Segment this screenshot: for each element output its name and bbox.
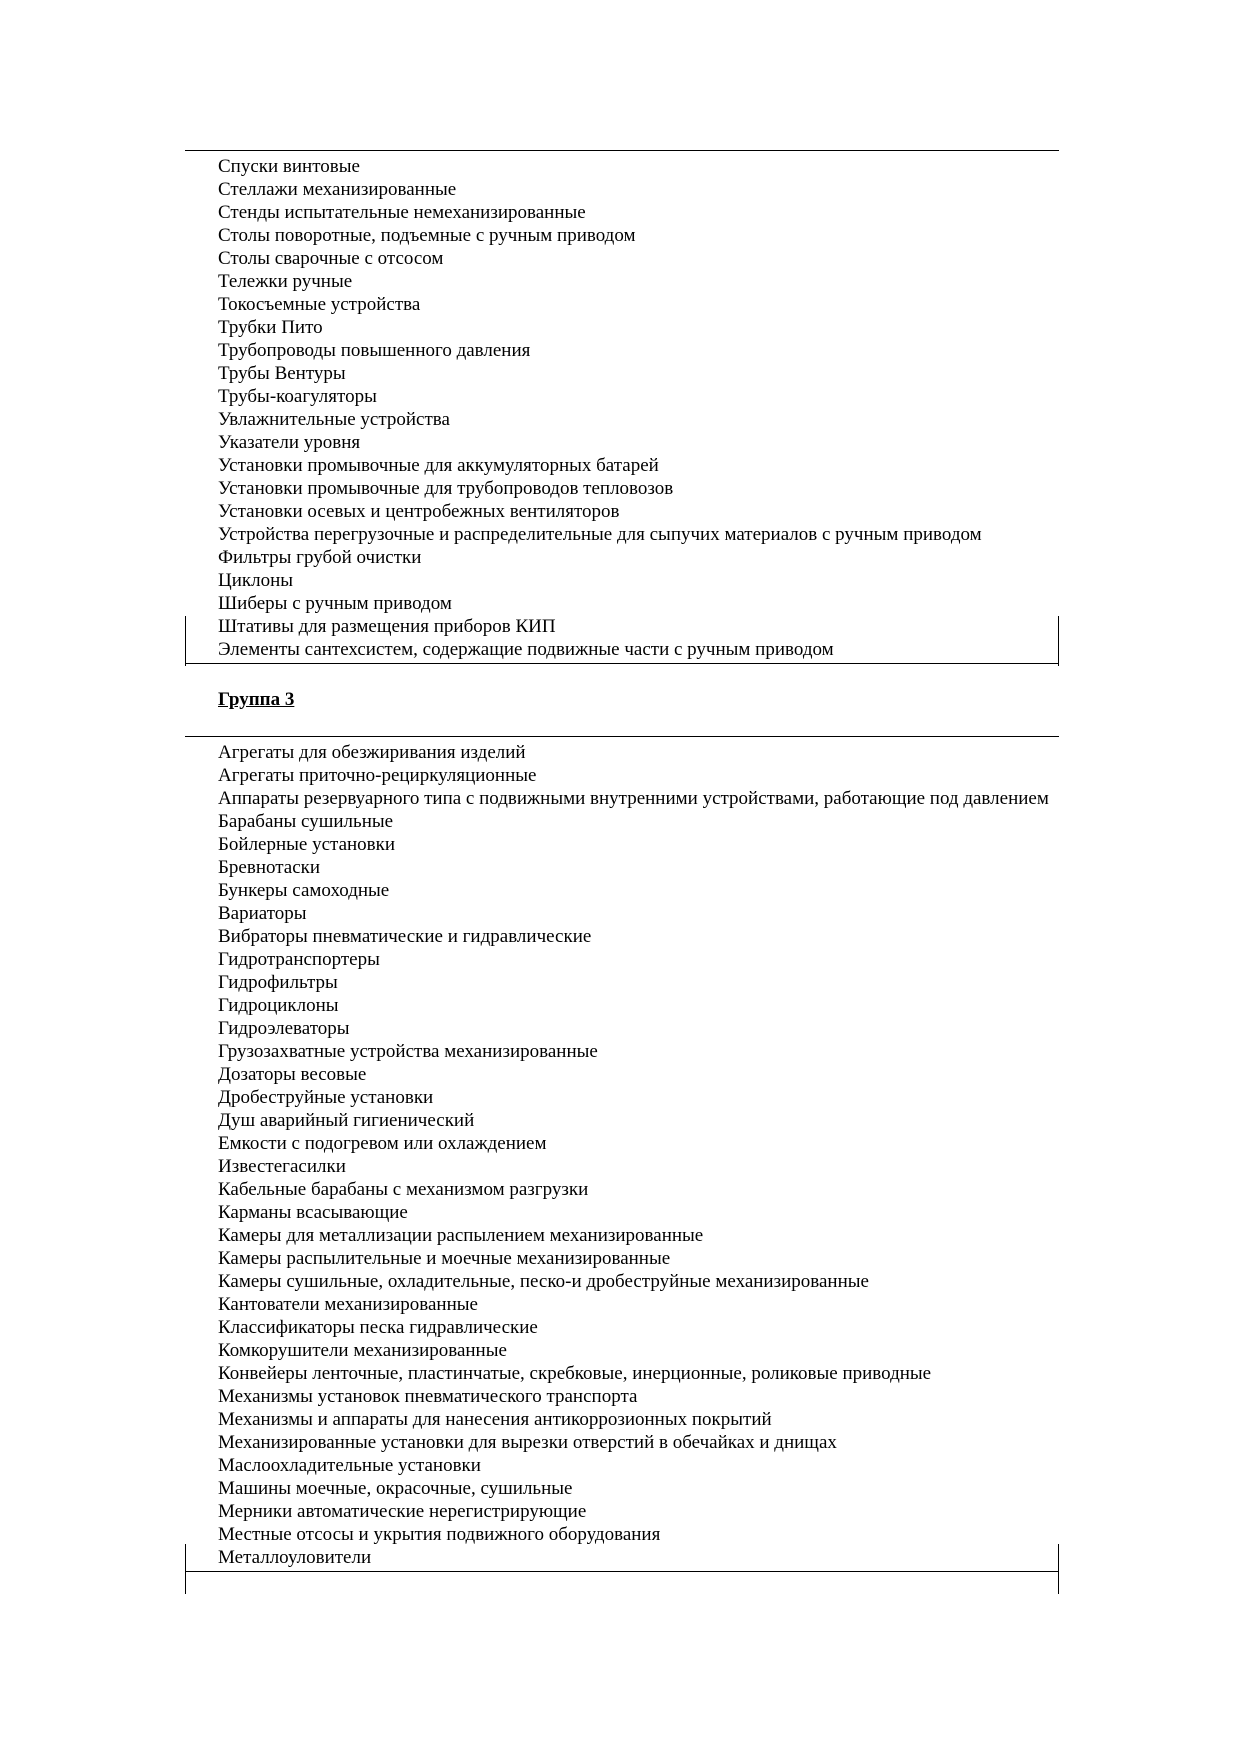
list-item: Тележки ручные [218,271,353,292]
list-item: Установки промывочные для аккумуляторных батарей [218,455,659,476]
group2-table [185,150,1059,664]
list-item: Гидротранспортеры [218,949,380,970]
list-item: Мерники автоматические нерегистрирующие [218,1501,587,1522]
list-item: Установки промывочные для трубопроводов тепловозов [218,478,674,499]
list-item: Фильтры грубой очистки [218,547,422,568]
list-item: Токосъемные устройства [218,294,421,315]
list-item: Классификаторы песка гидравлические [218,1317,538,1338]
group3-table [185,736,1059,1572]
list-item: Камеры для металлизации распылением механизированные [218,1225,704,1246]
group3-heading: Группа 3 [218,689,295,710]
list-item: Аппараты резервуарного типа с подвижными внутренними устройствами, работающие под давлением [218,788,1049,809]
list-item: Агрегаты приточно-рециркуляционные [218,765,537,786]
list-item: Местные отсосы и укрытия подвижного оборудования [218,1524,661,1545]
table2-left-border [185,1544,186,1594]
list-item: Камеры распылительные и моечные механизированные [218,1248,671,1269]
list-item: Кабельные барабаны с механизмом разгрузки [218,1179,589,1200]
list-item: Механизмы и аппараты для нанесения антикоррозионных покрытий [218,1409,772,1430]
list-item: Элементы сантехсистем, содержащие подвижные части с ручным приводом [218,639,834,660]
table2-right-border [1058,1544,1059,1594]
list-item: Гидроциклоны [218,995,339,1016]
list-item: Карманы всасывающие [218,1202,408,1223]
list-item: Агрегаты для обезжиривания изделий [218,742,526,763]
list-item: Трубы-коагуляторы [218,386,377,407]
list-item: Конвейеры ленточные, пластинчатые, скребковые, инерционные, роликовые приводные [218,1363,932,1384]
list-item: Кантователи механизированные [218,1294,478,1315]
list-item: Циклоны [218,570,294,591]
list-item: Стеллажи механизированные [218,179,457,200]
list-item: Дробеструйные установки [218,1087,434,1108]
list-item: Увлажнительные устройства [218,409,450,430]
list-item: Душ аварийный гигиенический [218,1110,475,1131]
list-item: Емкости с подогревом или охлаждением [218,1133,547,1154]
list-item: Столы поворотные, подъемные с ручным приводом [218,225,636,246]
list-item: Трубопроводы повышенного давления [218,340,531,361]
list-item: Дозаторы весовые [218,1064,367,1085]
list-item: Стенды испытательные немеханизированные [218,202,586,223]
table1-right-border [1058,616,1059,666]
list-item: Бревнотаски [218,857,321,878]
list-item: Грузозахватные устройства механизированные [218,1041,598,1062]
list-item: Машины моечные, окрасочные, сушильные [218,1478,573,1499]
list-item: Комкорушители механизированные [218,1340,507,1361]
list-item: Бойлерные установки [218,834,396,855]
list-item: Гидрофильтры [218,972,338,993]
list-item: Штативы для размещения приборов КИП [218,616,556,637]
list-item: Вариаторы [218,903,307,924]
group2-list [185,151,1059,663]
list-item: Бункеры самоходные [218,880,390,901]
list-item: Маслоохладительные установки [218,1455,481,1476]
list-item: Известегасилки [218,1156,346,1177]
list-item: Трубки Пито [218,317,323,338]
list-item: Указатели уровня [218,432,361,453]
table1-left-border [185,616,186,666]
list-item: Трубы Вентуры [218,363,346,384]
list-item: Устройства перегрузочные и распределительные для сыпучих материалов с ручным приводом [218,524,982,545]
list-item: Вибраторы пневматические и гидравлические [218,926,592,947]
list-item: Столы сварочные с отсосом [218,248,444,269]
list-item: Установки осевых и центробежных вентиляторов [218,501,620,522]
list-item: Камеры сушильные, охладительные, песко-и дробеструйные механизированные [218,1271,869,1292]
group3-list [185,737,1059,1571]
list-item: Шиберы с ручным приводом [218,593,452,614]
list-item: Механизированные установки для вырезки отверстий в обечайках и днищах [218,1432,837,1453]
list-item: Спуски винтовые [218,156,360,177]
list-item: Механизмы установок пневматического транспорта [218,1386,638,1407]
list-item: Барабаны сушильные [218,811,394,832]
list-item: Металлоуловители [218,1547,372,1568]
list-item: Гидроэлеваторы [218,1018,350,1039]
